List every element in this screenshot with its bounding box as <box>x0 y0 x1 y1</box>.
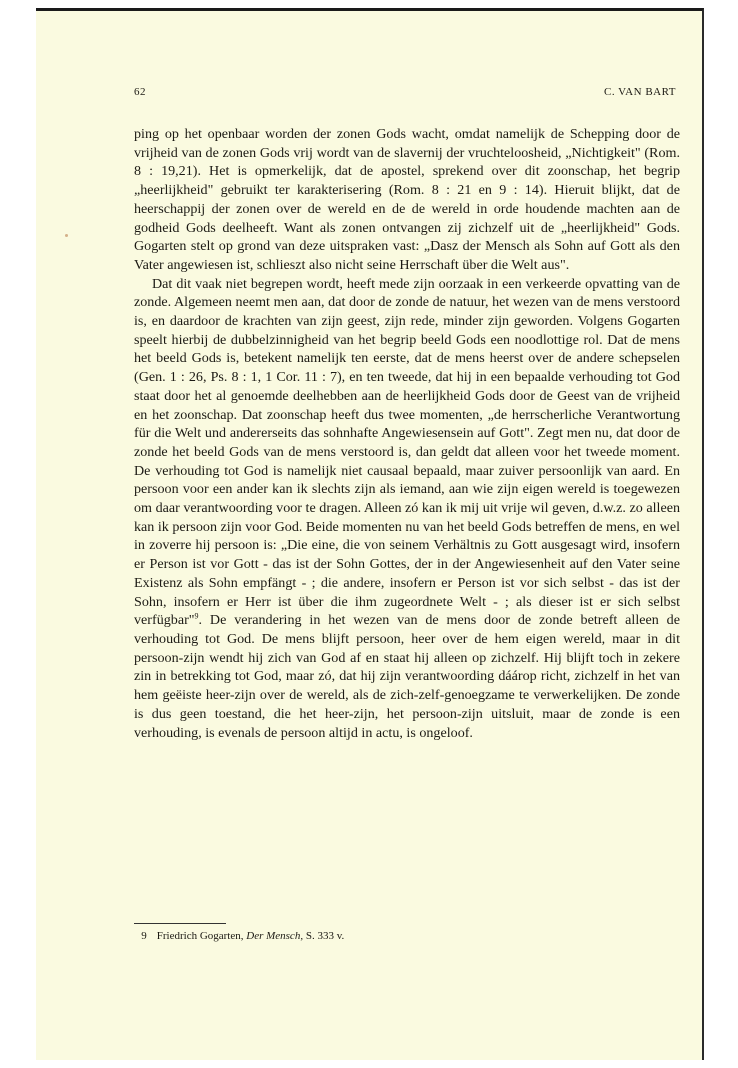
book-page <box>36 8 704 1060</box>
body-text <box>134 125 680 742</box>
running-header <box>134 86 676 98</box>
paragraph-2-text-before-ref: Dat dit vaak niet begrepen wordt, heeft mede zijn oorzaak in een verkeerde opvatting van de zonde. Algemeen neemt men aan, dat door de zonde de natuur, het wezen van de mens verstoord is, en daardoor de krachten van zijn geest, zijn rede, minder zijn geworden. Volgens Gogarten speelt hierbij de dubbelzinnigheid van het begrip beeld Gods een noodlottige rol. Dat de mens het beeld Gods is, betekent namelijk ten eerste, dat de mens heerst over de andere schepselen (Gen. 1 : 26, Ps. 8 : 1, 1 Cor. 11 : 7), en ten tweede, dat hij in een bepaalde verhouding tot God staat door het al genoemde deelhebben aan de heerlijkheid Gods door de Geest van de vrijheid en het zoonschap. Dat zoonschap heeft dus twee momenten, „de herrscherliche Verantwortung für die Welt und andererseits das sohnhafte Angewiesensein auf Gott". Zegt men nu, dat door de zonde het beeld Gods van de mens verstoord is, dan geldt dat alleen voor het tweede moment. De verhouding tot God is namelijk niet causaal bepaald, maar zuiver persoonlijk van aard. En persoon voor een ander kan ik slechts zijn als iemand, aan wie zijn eigen wereld is toegewezen om daar verantwoording voor te dragen. Alleen zó kan ik mij uit vrije wil geven, d.w.z. zo alleen kan ik persoon zijn voor God. Beide momenten nu van het beeld Gods betreffen de mens, en wel in zoverre hij persoon is: „Die eine, die von seinem Verhältnis zu Gott ausgesagt wird, insofern er Person ist vor Gott - das ist der Sohn Gottes, der in der Angewiesenheit auf den Vater seine Existenz als Sohn empfängt - ; die andere, insofern er Person ist vor sich selbst - das ist der Sohn, insofern er Herr ist über die ihm zugeordnete Welt - ; als dieser ist er sich selbst verfügbar" <box>134 275 680 629</box>
paragraph-2-text-after-ref: . De verandering in het wezen van de mens door de zonde betreft alleen de verhouding tot God. De mens blijft persoon, heer over de hem eigen wereld, maar in dit persoon-zijn wendt hij zich van God af en staat hij alleen op zichzelf. Hij blijft toch in zekere zin in betrekking tot God, maar zó, dat hij zijn verantwoording dáárop richt, zichzelf in het van hem geëiste heer-zijn over de wereld, als de zich-zelf-genoegzame te verwerkelijken. De zonde is dus geen toestand, die het heer-zijn, het persoon-zijn uitsluit, maar de zonde is een verhouding, is evenals de persoon altijd in actu, is ongeloof. <box>134 612 680 741</box>
paragraph-2 <box>134 275 680 743</box>
footnote-title: Der Mensch, <box>246 930 304 942</box>
footnote-divider <box>134 923 226 924</box>
footnote <box>134 929 680 943</box>
margin-mark <box>65 234 68 237</box>
footnote-reference[interactable]: 9 <box>194 611 199 621</box>
footnote-pages: S. 333 v. <box>305 930 345 942</box>
page-number: 62 <box>134 86 146 98</box>
paragraph-1: ping op het openbaar worden der zonen Gods wacht, omdat namelijk de Schepping door de vrijheid van de zonen Gods vrij wordt van de slavernij der vruchteloosheid, „Nichtigkeit" (Rom. 8 : 19,21). Het is opmerkelijk, dat de apostel, sprekend over dit zoonschap, het begrip „heerlijkheid" gebruikt ter karakterisering (Rom. 8 : 21 en 9 : 14). Hieruit blijkt, dat de heerschappij der zonen over de wereld en de de wereld in orde houdende machten aan de godheid Gods deelheeft. Want als zonen ontvangen zij zichzelf uit de „heerlijkheid" Gods. Gogarten stelt op grond van deze uitspraken vast: „Dasz der Mensch als Sohn auf Gott als den Vater angewiesen ist, schlieszt also nicht seine Herrschaft über die Welt aus". <box>134 126 680 273</box>
running-title: C. VAN BART <box>604 86 676 98</box>
footnote-author: Friedrich Gogarten, <box>156 930 244 942</box>
footnote-number: 9 <box>141 930 147 942</box>
